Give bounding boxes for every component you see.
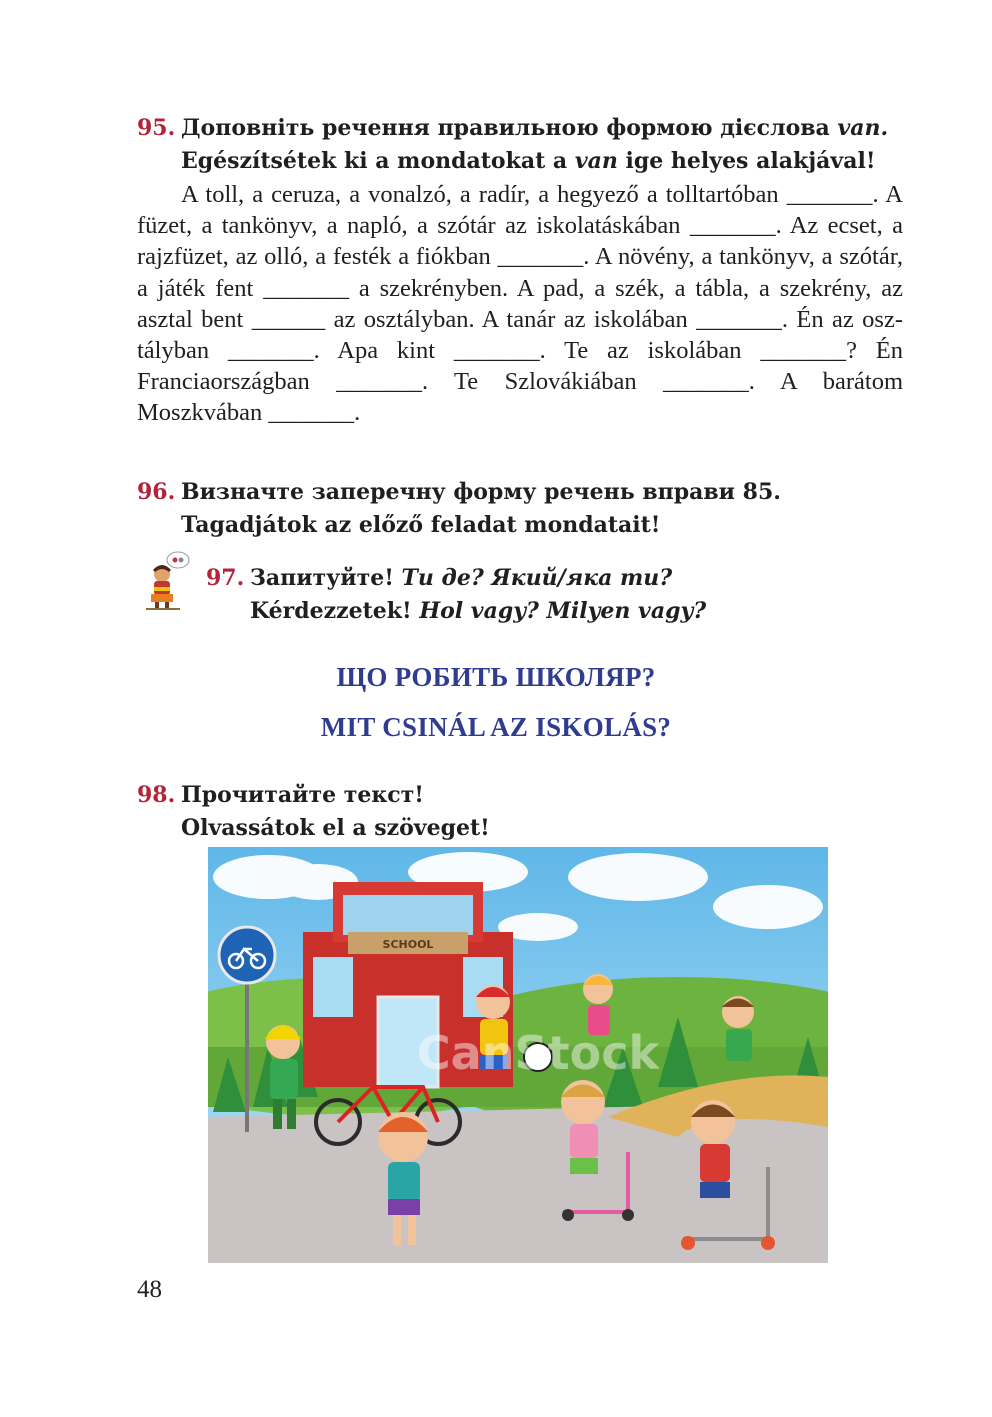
instruction-hu: Olvassátok el a szöveget!: [181, 815, 490, 841]
exercise-95-text: A toll, a ceruza, a vonalzó, a radír, a hegyező a tolltartóban _______. A füzet, a tankönyv, a napló, a szótár az iskolatáskában _______. Az ecset, a rajzfüzet, az olló, a festék a fiókban _______. A növény, a tankönyv, a szótár, a játék fent _______ a szekrényben. A pad, a szék, a tábla, a szekrény, az asztal bent ______ az osztályban. A tanár az iskolában _______. Én az osztályban _______. Apa kint _______. Te az iskolában _______? Én Franciaországban _______. Te Szlovákiában _______. A barátom Moszkvában _______.: [137, 181, 903, 427]
exercise-number: 98.: [137, 782, 176, 808]
exercise-96-instruction: [137, 476, 903, 542]
exercise-number: 95.: [137, 115, 176, 141]
exercise-97-instruction: [206, 562, 906, 628]
section-title-hu: MIT CSINÁL AZ ISKOLÁS?: [320, 712, 672, 742]
section-title-uk: ЩО РОБИТЬ ШКОЛЯР?: [336, 662, 656, 692]
instruction-hu: Tagadjátok az előző feladat mondatait!: [181, 512, 661, 538]
exercise-number: 96.: [137, 479, 176, 505]
speaking-child-icon: [140, 550, 190, 612]
exercise-98-instruction: [137, 779, 903, 845]
instruction-uk: Визначте заперечну форму речень вправи 85.: [181, 479, 781, 505]
instruction-uk: Прочитайте текст!: [181, 782, 424, 808]
exercise-95-instruction: [137, 112, 903, 178]
instruction-uk: Запитуйте! Ти де? Який/яка ти?: [250, 565, 673, 591]
watermark-text: CanStock: [416, 1026, 660, 1080]
school-scene-illustration: [208, 847, 828, 1263]
page-number: 48: [137, 1276, 162, 1303]
instruction-hu: Kérdezzetek! Hol vagy? Milyen vagy?: [250, 598, 707, 624]
instruction-hu: Egészítsétek ki a mondatokat a van ige helyes alakjával!: [181, 148, 876, 174]
instruction-uk: Доповніть речення правильною формою дієслова van.: [181, 115, 889, 141]
school-sign: SCHOOL: [382, 938, 434, 951]
exercise-number: 97.: [206, 565, 245, 591]
